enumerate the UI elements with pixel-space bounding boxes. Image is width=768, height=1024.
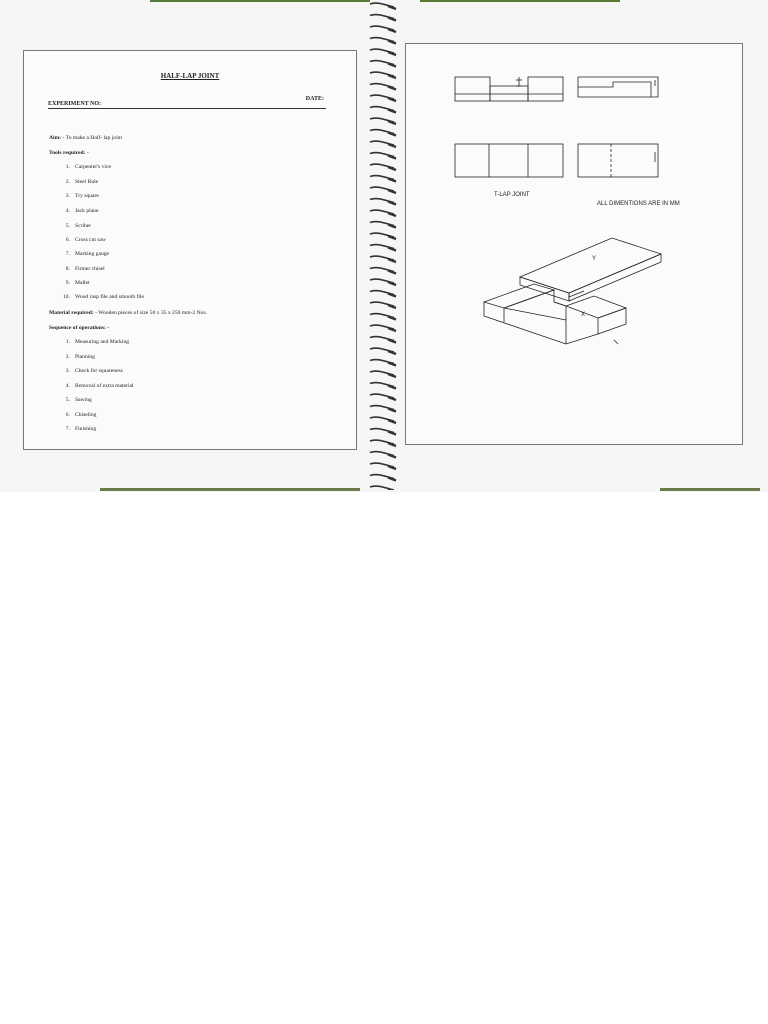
spiral-coil-end <box>388 443 396 446</box>
spiral-coil-end <box>388 351 396 354</box>
list-item: 1. Carpenter's vice <box>65 164 111 170</box>
spiral-coil-end <box>388 98 396 101</box>
list-item: 7. Marking gauge <box>65 251 110 257</box>
spiral-coil-end <box>388 363 396 366</box>
list-item: 6. Cross cut saw <box>65 237 107 243</box>
spiral-coil-end <box>388 248 396 251</box>
list-item: 1. Measuring and Marking <box>65 339 130 345</box>
spiral-coil-end <box>388 213 396 216</box>
spiral-coil-end <box>388 52 396 55</box>
dimensions-note: ALL DIMENTIONS ARE IN MM <box>597 201 680 207</box>
plan-view-side <box>578 144 658 177</box>
spiral-coil-end <box>388 75 396 78</box>
spiral-coil-end <box>388 144 396 147</box>
scanned-notebook-spread <box>0 0 768 492</box>
spiral-coil-end <box>388 167 396 170</box>
spiral-coil-end <box>388 397 396 400</box>
experiment-row <box>48 96 326 109</box>
aim-text: - To make a Half- lap joint <box>62 135 122 141</box>
list-item: 2. Steel Rule <box>65 179 99 185</box>
spiral-coil-end <box>388 340 396 343</box>
right-page <box>405 43 743 445</box>
spiral-coil-end <box>388 133 396 136</box>
arrow-mark <box>614 340 618 344</box>
background-edge <box>660 488 760 491</box>
material-line <box>49 310 207 316</box>
list-item: 8. Firmer chisel <box>65 266 105 272</box>
spiral-coil-end <box>388 317 396 320</box>
spiral-coil-end <box>388 190 396 193</box>
isometric-part-y <box>520 238 661 301</box>
list-item: 2. Planning <box>65 354 95 360</box>
spiral-coil-end <box>388 18 396 21</box>
experiment-label: EXPERIMENT NO: <box>48 101 102 107</box>
list-item: 4. Jack plane <box>65 208 99 214</box>
aim-label: Aim: <box>49 135 62 141</box>
list-item: 9. Mallet <box>65 280 90 286</box>
spiral-coil-end <box>388 6 396 9</box>
tools-heading: Tools required: - <box>49 150 89 156</box>
material-text: - Wooden pieces of size 50 x 35 x 250 mm-2 Nos. <box>95 310 208 316</box>
list-item: 5. Sawing <box>65 397 92 403</box>
spiral-coil-end <box>388 202 396 205</box>
spiral-coil-end <box>388 432 396 435</box>
page-title: HALF-LAP JOINT <box>160 72 220 80</box>
material-label: Material required: <box>49 310 94 316</box>
spiral-coil-end <box>388 236 396 239</box>
spiral-coil-end <box>388 41 396 44</box>
part-y-label: Y <box>592 256 597 262</box>
sequence-heading: Sequence of operations: - <box>49 325 110 331</box>
background-edge <box>150 0 370 2</box>
spiral-coil-end <box>388 420 396 423</box>
spiral-coil-end <box>388 271 396 274</box>
spiral-coil-end <box>388 179 396 182</box>
spiral-coil-end <box>388 259 396 262</box>
left-page <box>23 50 357 450</box>
front-view <box>455 77 563 101</box>
spiral-coil-end <box>388 328 396 331</box>
spiral-coil-end <box>388 455 396 458</box>
spiral-binding <box>366 0 400 490</box>
spiral-coil-end <box>388 110 396 113</box>
isometric-part-x <box>484 284 626 344</box>
spiral-coil-end <box>388 87 396 90</box>
plan-view <box>455 144 563 177</box>
spiral-coil-end <box>388 225 396 228</box>
t-lap-joint-drawing <box>406 44 742 444</box>
date-label: DATE: <box>305 96 324 102</box>
list-item: 3. Try square <box>65 193 99 199</box>
spiral-coil-end <box>388 294 396 297</box>
spiral-coil-end <box>388 121 396 124</box>
spiral-coil-end <box>388 409 396 412</box>
background-edge <box>420 0 620 2</box>
spiral-coil-end <box>388 374 396 377</box>
list-item: 7. Finishing <box>65 426 97 432</box>
spiral-coil-end <box>388 305 396 308</box>
aim-line <box>49 135 122 141</box>
spiral-coil-end <box>388 156 396 159</box>
list-item: 5. Scriber <box>65 223 92 229</box>
list-item: 3. Check for squareness <box>65 368 123 374</box>
list-item: 4. Removal of extra material <box>65 383 134 389</box>
background-edge <box>100 488 360 491</box>
spiral-coil-end <box>388 29 396 32</box>
spiral-coil-end <box>388 282 396 285</box>
joint-label: T-LAP JOINT <box>494 192 530 198</box>
spiral-coil-end <box>388 386 396 389</box>
spiral-coil-end <box>388 64 396 67</box>
list-item: 6. Chiseling <box>65 412 97 418</box>
spiral-coil-end <box>388 478 396 481</box>
side-view <box>578 77 658 97</box>
part-x-label: X <box>581 312 586 318</box>
list-item: 10. Wood rasp file and smooth file <box>63 294 144 300</box>
spiral-coil-end <box>388 466 396 469</box>
